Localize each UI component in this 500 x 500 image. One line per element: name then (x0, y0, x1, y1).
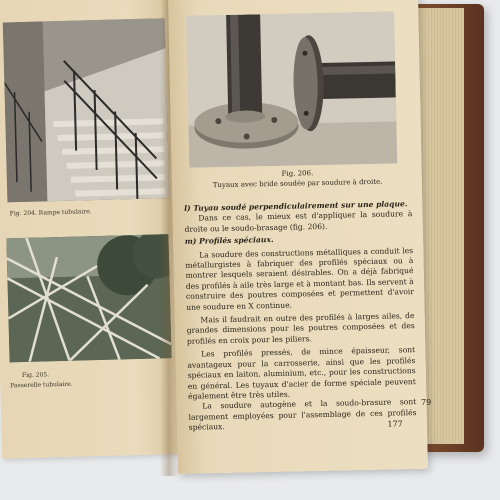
page-number: 177 (387, 419, 403, 429)
paragraph-m2: Mais il faudrait en outre des profilés à larges ailes, de grandes dimensions pour les poutres composées et des profilés en croix pour les piliers. (186, 311, 415, 346)
fig206-photo (186, 11, 397, 167)
right-page-content (176, 5, 422, 470)
left-page (0, 0, 184, 459)
paragraph-m4: La soudure autogène et la soudo-brasure sont largement employées pour l'assemblage de ces profilés spéciaux. (188, 397, 417, 432)
text-block (184, 199, 417, 433)
fig204-photo (3, 18, 170, 202)
paragraph-m1: La soudure des constructions métalliques a conduit les métallurgistes à fabriquer des profilés spéciaux ou à montrer lesquels seraient désirables. On a déjà fabriqué des profilés à aile très large et à montant bas. Ils servent à construire des poutres composées et permettent d'avoir une soudure en X continue. (185, 245, 415, 312)
fig206-caption: Tuyaux avec bride soudée par soudure à droite. (212, 177, 383, 190)
paragraph-m3: Les profilés pressés, de mince épaisseur, sont avantageux pour la carrosserie, ainsi que les profilés spéciaux en laiton, aluminium, etc., pour les constructions en général. Les tuyaux d'acier de forme spéciale peuvent également être très utiles. (187, 345, 416, 401)
fig205-number: Fig. 205. (21, 371, 50, 380)
heading-l: l) Tuyau soudé perpendiculairement sur une plaque. (184, 199, 408, 213)
fig205-title: Passerelle tubulaire. (10, 380, 73, 390)
edge-page-number: 79 (421, 398, 432, 407)
heading-m: m) Profilés spéciaux. (184, 235, 274, 247)
fig206-number: Fig. 206. (281, 169, 314, 178)
paragraph-l: Dans ce cas, le mieux est d'appliquer la soudure à droite ou le soudo-brasage (fig. 206). (184, 209, 413, 234)
fig205-photo (6, 234, 171, 362)
fig204-caption: Fig. 204. Rampe tubulaire. (9, 208, 92, 218)
